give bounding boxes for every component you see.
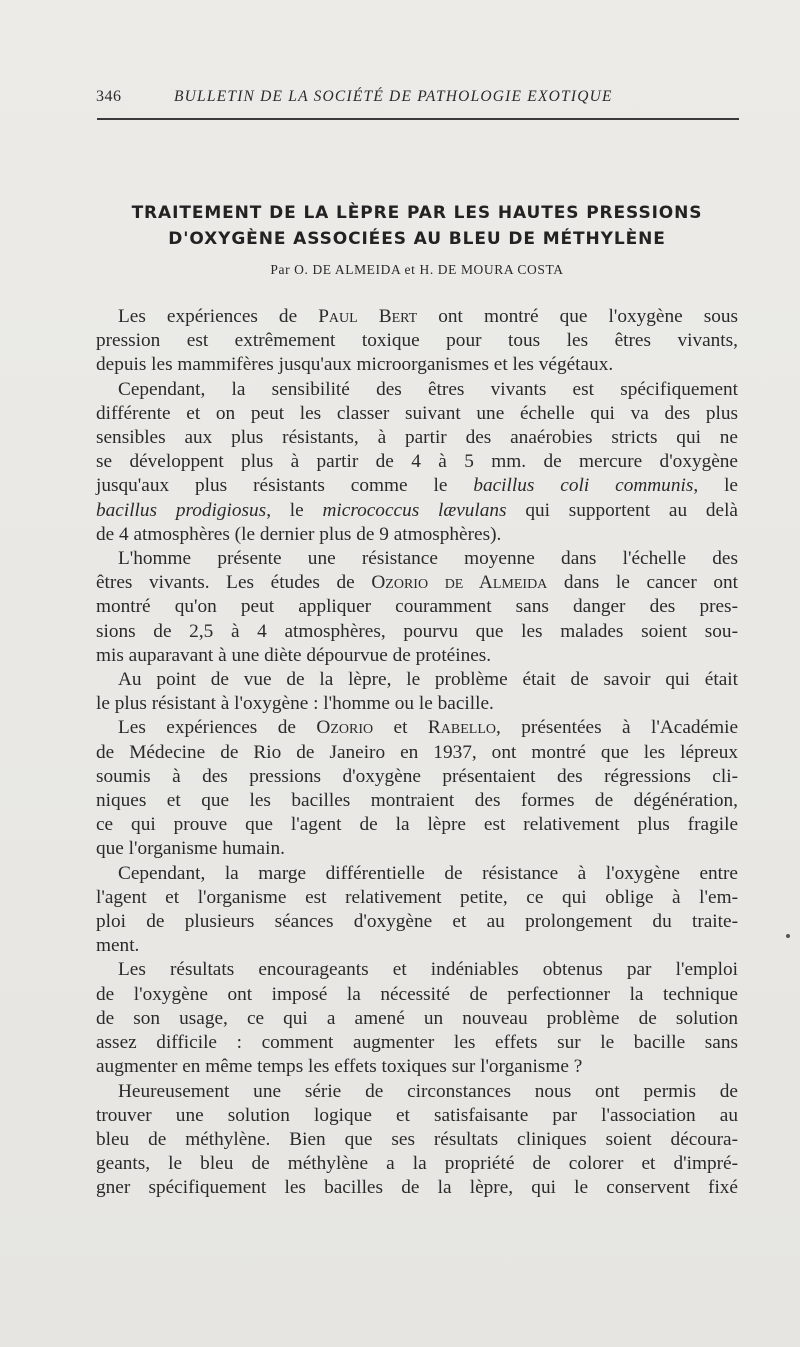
- text-line: [96, 1128, 738, 1152]
- text-run: qui supportent au delà: [506, 499, 738, 521]
- text-line: [96, 1055, 738, 1079]
- text-run: Les résultats encourageants et indéniables obtenus par l'emploi: [118, 959, 738, 981]
- text-line: [96, 1176, 738, 1200]
- species-name: bacillus coli communis: [473, 475, 694, 497]
- author-name: Rabello: [427, 717, 496, 739]
- text-run: pression est extrêmement toxique pour tous les êtres vivants,: [96, 330, 738, 352]
- text-line: [96, 595, 738, 619]
- text-run: , présentées à l'Académie: [496, 717, 739, 739]
- text-line: [96, 692, 738, 716]
- text-line: [96, 789, 738, 813]
- text-run: montré qu'on peut appliquer couramment sans danger des pres-: [96, 596, 738, 618]
- text-line: [96, 716, 738, 740]
- article-body: [96, 305, 738, 1201]
- text-run: le plus résistant à l'oxygène : l'homme ou le bacille.: [96, 693, 494, 715]
- text-run: ce qui prouve que l'agent de la lèpre est relativement plus fragile: [96, 814, 738, 836]
- text-line: [96, 958, 738, 982]
- species-name: micrococcus lævulans: [322, 499, 507, 521]
- text-run: dans le cancer ont: [547, 572, 739, 594]
- text-run: L'homme présente une résistance moyenne dans l'échelle des: [118, 548, 738, 570]
- text-line: [96, 910, 738, 934]
- text-run: l'agent et l'organisme est relativement petite, ce qui oblige à l'em-: [96, 886, 738, 908]
- text-line: [96, 402, 738, 426]
- article-title-line: TRAITEMENT DE LA LÈPRE PAR LES HAUTES PRESSIONS: [131, 203, 703, 223]
- running-title: BULLETIN DE LA SOCIÉTÉ DE PATHOLOGIE EXOTIQUE: [174, 88, 613, 105]
- text-line: [96, 620, 738, 644]
- text-run: soumis à des pressions d'oxygène présentaient des régressions cli-: [96, 765, 738, 787]
- text-line: [96, 305, 738, 329]
- text-line: [96, 1152, 738, 1176]
- text-line: [96, 1104, 738, 1128]
- text-run: êtres vivants. Les études de: [96, 572, 372, 594]
- text-line: [96, 644, 738, 668]
- text-run: Cependant, la sensibilité des êtres vivants est spécifiquement: [118, 378, 738, 400]
- text-line: [96, 547, 738, 571]
- text-run: sensibles aux plus résistants, à partir des anaérobies stricts qui ne: [96, 427, 738, 449]
- text-run: , le: [266, 499, 323, 521]
- text-line: [96, 523, 738, 547]
- text-run: ont montré que l'oxygène sous: [417, 306, 738, 327]
- text-run: ment.: [96, 935, 140, 957]
- author-name: Ozorio: [316, 717, 374, 739]
- text-run: geants, le bleu de méthylène a la propriété de colorer et d'impré-: [96, 1153, 738, 1175]
- text-run: de l'oxygène ont imposé la nécessité de perfectionner la technique: [96, 983, 738, 1005]
- text-line: [96, 837, 738, 861]
- text-run: de Médecine de Rio de Janeiro en 1937, ont montré que les lépreux: [96, 741, 738, 763]
- text-line: [96, 886, 738, 910]
- margin-mark: [786, 934, 790, 938]
- text-run: différente et on peut les classer suivant une échelle qui va des plus: [96, 402, 738, 424]
- text-line: [96, 329, 738, 353]
- author-name: Paul Bert: [318, 306, 418, 327]
- text-line: [96, 474, 738, 498]
- article-authors: Par O. DE ALMEIDA et H. DE MOURA COSTA: [270, 262, 564, 277]
- text-run: gner spécifiquement les bacilles de la lèpre, qui le conservent fixé: [96, 1177, 738, 1199]
- text-run: Heureusement une série de circonstances nous ont permis de: [118, 1080, 738, 1102]
- text-run: et: [373, 717, 428, 739]
- text-run: de 4 atmosphères (le dernier plus de 9 atmosphères).: [96, 523, 502, 545]
- text-line: [96, 813, 738, 837]
- text-run: depuis les mammifères jusqu'aux microorganismes et les végétaux.: [96, 354, 614, 376]
- text-run: mis auparavant à une diète dépourvue de protéines.: [96, 644, 492, 666]
- author-name: Ozorio de Almeida: [371, 572, 548, 594]
- text-run: assez difficile : comment augmenter les effets sur le bacille sans: [96, 1032, 738, 1054]
- text-run: jusqu'aux plus résistants comme le: [96, 475, 474, 497]
- text-line: [96, 571, 738, 595]
- text-line: [96, 1031, 738, 1055]
- text-line: [96, 983, 738, 1007]
- text-run: Cependant, la marge différentielle de résistance à l'oxygène entre: [118, 862, 738, 884]
- text-line: [96, 1080, 738, 1104]
- article-title: [96, 200, 738, 252]
- text-line: [96, 741, 738, 765]
- text-run: de son usage, ce qui a amené un nouveau problème de solution: [96, 1007, 738, 1029]
- text-run: ploi de plusieurs séances d'oxygène et au prolongement du traite-: [96, 911, 738, 933]
- text-run: bleu de méthylène. Bien que ses résultats cliniques soient découra-: [96, 1128, 738, 1150]
- article-title-line: D'OXYGÈNE ASSOCIÉES AU BLEU DE MÉTHYLÈNE: [168, 229, 666, 249]
- text-line: [96, 862, 738, 886]
- text-line: [96, 378, 738, 402]
- text-run: sions de 2,5 à 4 atmosphères, pourvu que les malades soient sou-: [96, 620, 738, 642]
- page-number: 346: [96, 88, 122, 105]
- text-line: [96, 668, 738, 692]
- text-run: niques et que les bacilles montraient des formes de dégénération,: [96, 790, 738, 812]
- text-run: que l'organisme humain.: [96, 838, 285, 860]
- text-run: Au point de vue de la lèpre, le problème était de savoir qui était: [118, 669, 738, 691]
- text-line: [96, 353, 738, 377]
- page-header: [96, 88, 738, 106]
- header-rule: [97, 118, 739, 120]
- text-run: Les expériences de: [118, 717, 317, 739]
- text-line: [96, 426, 738, 450]
- text-run: , le: [693, 475, 738, 497]
- text-run: se développent plus à partir de 4 à 5 mm. de mercure d'oxygène: [96, 451, 738, 473]
- text-line: [96, 934, 738, 958]
- text-line: [96, 450, 738, 474]
- text-line: [96, 499, 738, 523]
- text-run: trouver une solution logique et satisfaisante par l'association au: [96, 1104, 738, 1126]
- species-name: bacillus prodigiosus: [96, 499, 267, 521]
- text-line: [96, 765, 738, 789]
- text-run: Les expériences de: [118, 306, 319, 327]
- text-line: [96, 1007, 738, 1031]
- text-run: augmenter en même temps les effets toxiques sur l'organisme ?: [96, 1056, 583, 1078]
